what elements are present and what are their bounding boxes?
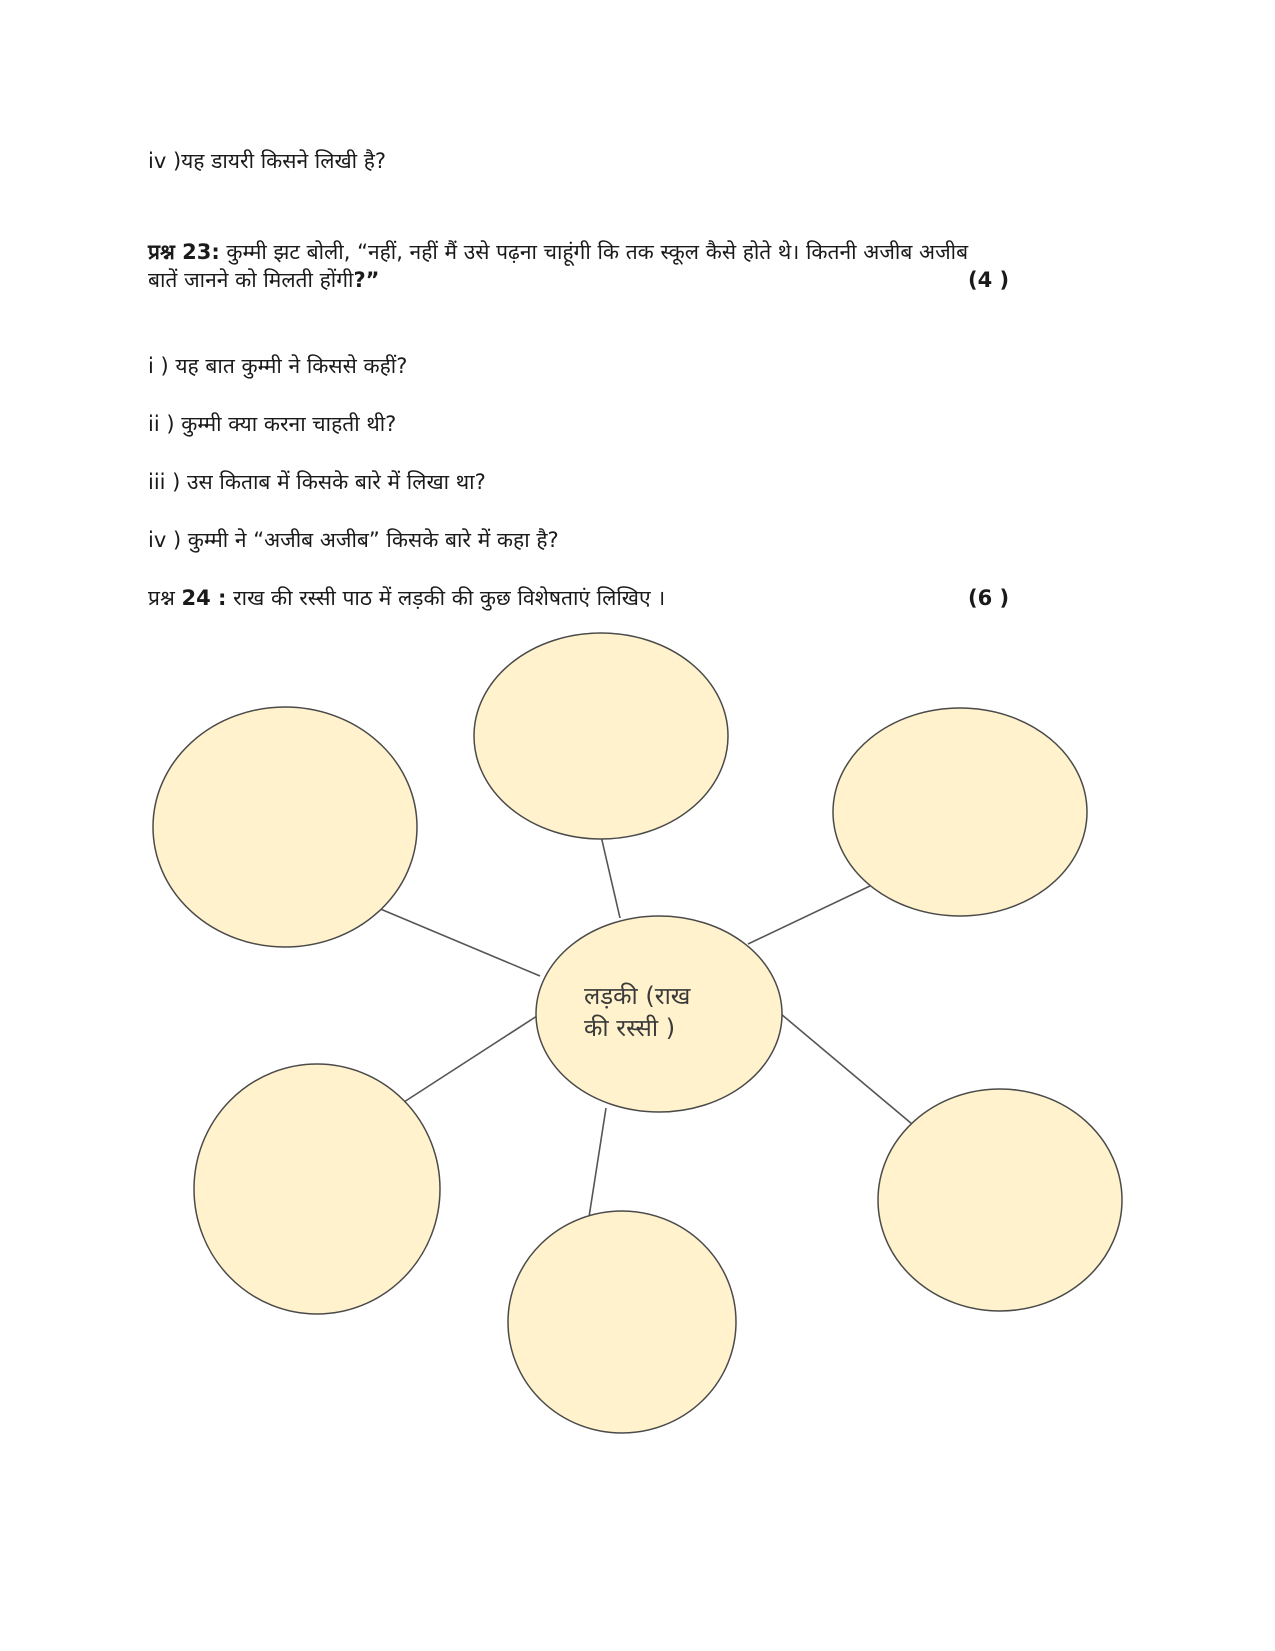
- question-22-iv: iv )यह डायरी किसने लिखी है?: [148, 149, 387, 173]
- center-label-line-1: लड़की (राख: [584, 982, 691, 1010]
- connector-bottom: [589, 1108, 606, 1217]
- question-23-quote-end: ?”: [353, 268, 380, 292]
- node-top-right: [833, 708, 1087, 916]
- question-24-prefix: प्रश्न: [148, 586, 182, 610]
- question-24-text: राख की रस्सी पाठ में लड़की की कुछ विशेषताएं लिखिए ।: [226, 586, 666, 610]
- question-23-i: i ) यह बात कुम्मी ने किससे कहीं?: [148, 354, 408, 378]
- question-23-iv: iv ) कुम्मी ने “अजीब अजीब” किसके बारे में कहा है?: [148, 528, 559, 552]
- question-23-marks: (4 ): [968, 268, 1010, 292]
- node-bottom: [508, 1211, 736, 1433]
- connector-top-right: [748, 886, 870, 944]
- connector-bottom-left: [404, 1016, 537, 1102]
- connector-top: [601, 836, 620, 918]
- question-24-marks: (6 ): [968, 586, 1010, 610]
- question-23-text-2: बातें जानने को मिलती होंगी: [148, 268, 354, 292]
- node-bottom-left: [194, 1064, 440, 1314]
- center-label-line-2: की रस्सी ): [584, 1014, 676, 1042]
- center-node-label: [584, 980, 734, 1044]
- node-top-left: [153, 707, 417, 947]
- node-top: [474, 633, 728, 839]
- question-23-iii: iii ) उस किताब में किसके बारे में लिखा था?: [148, 470, 486, 494]
- question-23-text: कुम्मी झट बोली, “नहीं, नहीं मैं उसे पढ़ना चाहूंगी कि तक स्कूल कैसे होते थे। कितनी अजीब अजीब: [219, 240, 969, 264]
- question-23-ii: ii ) कुम्मी क्या करना चाहती थी?: [148, 412, 397, 436]
- question-23-label: प्रश्न 23:: [148, 240, 220, 264]
- question-24-number: 24 :: [181, 586, 227, 610]
- node-bottom-right: [878, 1089, 1122, 1311]
- connector-bottom-right: [781, 1014, 912, 1124]
- connector-top-left: [378, 908, 540, 976]
